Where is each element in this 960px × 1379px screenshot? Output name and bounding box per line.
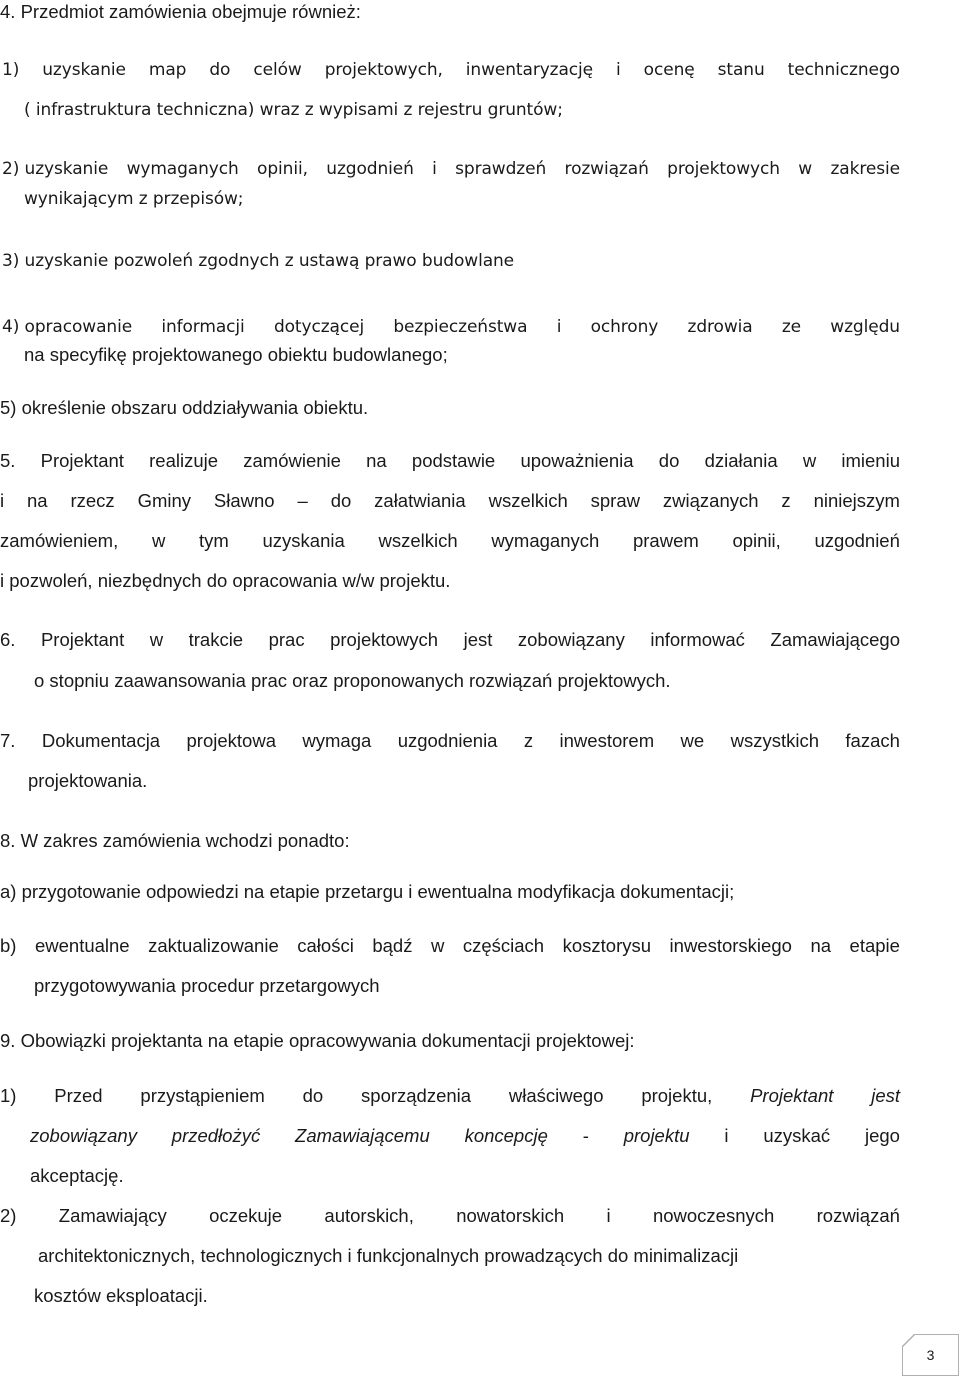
word: ze	[781, 317, 802, 337]
page-number: 3	[926, 1347, 935, 1363]
word: Sławno	[213, 490, 275, 511]
word: przystąpieniem	[140, 1085, 265, 1106]
para-5-line-2	[0, 489, 900, 513]
item-3: 3) uzyskanie pozwoleń zgodnych z ustawą prawo budowlane	[2, 251, 515, 271]
word: projektowych,	[324, 60, 443, 80]
word: do	[302, 1085, 324, 1106]
para-9-item-2-line-2: architektonicznych, technologicznych i funkcjonalnych prowadzących do minimalizacji	[38, 1245, 739, 1266]
word: i	[0, 490, 5, 511]
word: zamówienie	[243, 450, 341, 471]
word: oczekuje	[209, 1205, 283, 1226]
para-8-item-b-line-1	[0, 934, 900, 958]
word: i	[556, 317, 562, 337]
para-6-line-2: o stopniu zaawansowania prac oraz proponowanych rozwiązań projektowych.	[34, 670, 671, 691]
word: Zamawiającego	[770, 629, 900, 650]
word: 7.	[0, 730, 16, 751]
para-8-item-b-line-2: przygotowywania procedur przetargowych	[34, 975, 380, 996]
word: 2)	[0, 1205, 17, 1226]
word: Projektant	[40, 629, 125, 650]
word: uzgodnienia	[397, 730, 498, 751]
para-5-line-1	[0, 449, 900, 473]
word: Projektant	[750, 1085, 834, 1106]
item-2-line-1	[2, 157, 900, 181]
para-9-item-2-line-3: kosztów eksploatacji.	[34, 1285, 208, 1306]
page-number-box	[902, 1334, 959, 1376]
item-2-line-2: wynikającym z przepisów;	[24, 189, 244, 209]
word: sprawdzeń	[455, 159, 547, 179]
word: opinii,	[732, 530, 781, 551]
word: rzecz	[70, 490, 115, 511]
para-6-line-1	[0, 628, 900, 652]
word: rozwiązań	[564, 159, 649, 179]
word: opinii,	[257, 159, 308, 179]
word: właściwego	[508, 1085, 604, 1106]
word: inwestorskiego	[669, 935, 792, 956]
word: bądź	[372, 935, 413, 956]
word: dotyczącej	[273, 317, 365, 337]
word: projektu,	[641, 1085, 713, 1106]
para-9-item-1-line-1	[0, 1084, 900, 1108]
word: do	[209, 60, 231, 80]
word: Gminy	[137, 490, 192, 511]
para-7-line-2: projektowania.	[28, 770, 148, 791]
word: z	[523, 730, 534, 751]
word: w	[149, 629, 164, 650]
word: upoważnienia	[520, 450, 634, 471]
word: inwestorem	[559, 730, 655, 751]
word: projektu	[623, 1125, 690, 1146]
word: uzyskać	[763, 1125, 831, 1146]
word: zobowiązany	[517, 629, 625, 650]
item-5: 5) określenie obszaru oddziaływania obiektu.	[0, 397, 369, 418]
word: fazach	[845, 730, 900, 751]
para-8-heading: 8. W zakres zamówienia wchodzi ponadto:	[0, 830, 350, 851]
word: nowoczesnych	[652, 1205, 775, 1226]
item-1-line-1	[2, 58, 900, 82]
para-9-item-2-line-1	[0, 1204, 900, 1228]
word: 5.	[0, 450, 16, 471]
word: nowatorskich	[456, 1205, 565, 1226]
word: ochrony	[590, 317, 659, 337]
word: całości	[297, 935, 354, 956]
word: jego	[864, 1125, 900, 1146]
word: w	[798, 159, 813, 179]
word: -	[582, 1125, 589, 1146]
word: przedłożyć	[171, 1125, 261, 1146]
word: i	[724, 1125, 729, 1146]
word: Zamawiający	[58, 1205, 167, 1226]
word: z	[781, 490, 791, 511]
word: 2) uzyskanie	[2, 159, 109, 179]
word: 4) opracowanie	[2, 317, 133, 337]
word: wszelkich	[378, 530, 458, 551]
word: uzgodnień	[326, 159, 414, 179]
word: zaktualizowanie	[148, 935, 279, 956]
word: zamówieniem,	[0, 530, 119, 551]
word: Dokumentacja	[41, 730, 161, 751]
word: wymaga	[302, 730, 372, 751]
word: technicznego	[787, 60, 900, 80]
word: projektowych	[330, 629, 439, 650]
word: projektowych	[667, 159, 780, 179]
word: –	[297, 490, 308, 511]
word: na	[27, 490, 48, 511]
word: podstawie	[411, 450, 496, 471]
word: do	[330, 490, 352, 511]
word: zobowiązany	[30, 1125, 137, 1146]
word: na	[366, 450, 387, 471]
word: do	[658, 450, 680, 471]
word: uzyskanie	[42, 60, 126, 80]
word: związanych	[662, 490, 759, 511]
word: prac	[268, 629, 305, 650]
word: etapie	[849, 935, 900, 956]
word: i	[606, 1205, 611, 1226]
word: ocenę	[643, 60, 695, 80]
word: tym	[199, 530, 229, 551]
word: niniejszym	[813, 490, 900, 511]
word: rozwiązań	[816, 1205, 900, 1226]
para-7-line-1	[0, 729, 900, 753]
word: imieniu	[841, 450, 900, 471]
word: we	[680, 730, 705, 751]
word: na	[810, 935, 832, 956]
word: informacji	[161, 317, 245, 337]
word: częściach	[462, 935, 545, 956]
word: wymaganych	[126, 159, 239, 179]
word: wszystkich	[730, 730, 819, 751]
word: koncepcję	[464, 1125, 548, 1146]
para-9-heading: 9. Obowiązki projektanta na etapie opracowywania dokumentacji projektowej:	[0, 1030, 635, 1051]
word: 1)	[2, 60, 20, 80]
para-5-line-3	[0, 529, 900, 553]
word: prawem	[632, 530, 699, 551]
word: zdrowia	[687, 317, 753, 337]
word: Przed	[54, 1085, 103, 1106]
word: map	[148, 60, 187, 80]
word: informować	[650, 629, 745, 650]
word: w	[802, 450, 817, 471]
word: w	[430, 935, 445, 956]
word: wymaganych	[491, 530, 600, 551]
word: działania	[704, 450, 778, 471]
word: uzyskania	[262, 530, 345, 551]
word: względu	[830, 317, 900, 337]
section-heading: 4. Przedmiot zamówienia obejmuje również:	[0, 1, 361, 22]
para-5-line-4: i pozwoleń, niezbędnych do opracowania w/w projektu.	[0, 570, 451, 591]
word: sporządzenia	[361, 1085, 472, 1106]
word: i	[432, 159, 437, 179]
item-4-line-1	[2, 315, 900, 339]
word: jest	[463, 629, 493, 650]
word: bezpieczeństwa	[393, 317, 528, 337]
word: Projektant	[40, 450, 124, 471]
word: Zamawiającemu	[295, 1125, 430, 1146]
word: kosztorysu	[562, 935, 652, 956]
word: trakcie	[188, 629, 244, 650]
word: stanu	[717, 60, 765, 80]
word: 1)	[0, 1085, 17, 1106]
word: 6.	[0, 629, 16, 650]
word: realizuje	[149, 450, 219, 471]
para-8-item-a: a) przygotowanie odpowiedzi na etapie przetargu i ewentualna modyfikacja dokumentacji;	[0, 881, 735, 902]
word: celów	[253, 60, 302, 80]
word: autorskich,	[324, 1205, 414, 1226]
word: uzgodnień	[814, 530, 900, 551]
word: projektowa	[186, 730, 276, 751]
word: zakresie	[830, 159, 900, 179]
word: inwentaryzację	[465, 60, 594, 80]
word: wszelkich	[488, 490, 568, 511]
word: spraw	[590, 490, 640, 511]
para-9-item-1-line-2	[30, 1124, 900, 1148]
word: ewentualne	[34, 935, 130, 956]
para-9-item-1-line-3: akceptację.	[30, 1165, 124, 1186]
item-4-line-2: na specyfikę projektowanego obiektu budowlanego;	[24, 344, 448, 365]
item-1-line-2: ( infrastruktura techniczna) wraz z wypisami z rejestru gruntów;	[24, 100, 563, 120]
word: i	[616, 60, 621, 80]
word: b)	[0, 935, 17, 956]
word: załatwiania	[374, 490, 466, 511]
word: w	[151, 530, 166, 551]
word: jest	[871, 1085, 900, 1106]
